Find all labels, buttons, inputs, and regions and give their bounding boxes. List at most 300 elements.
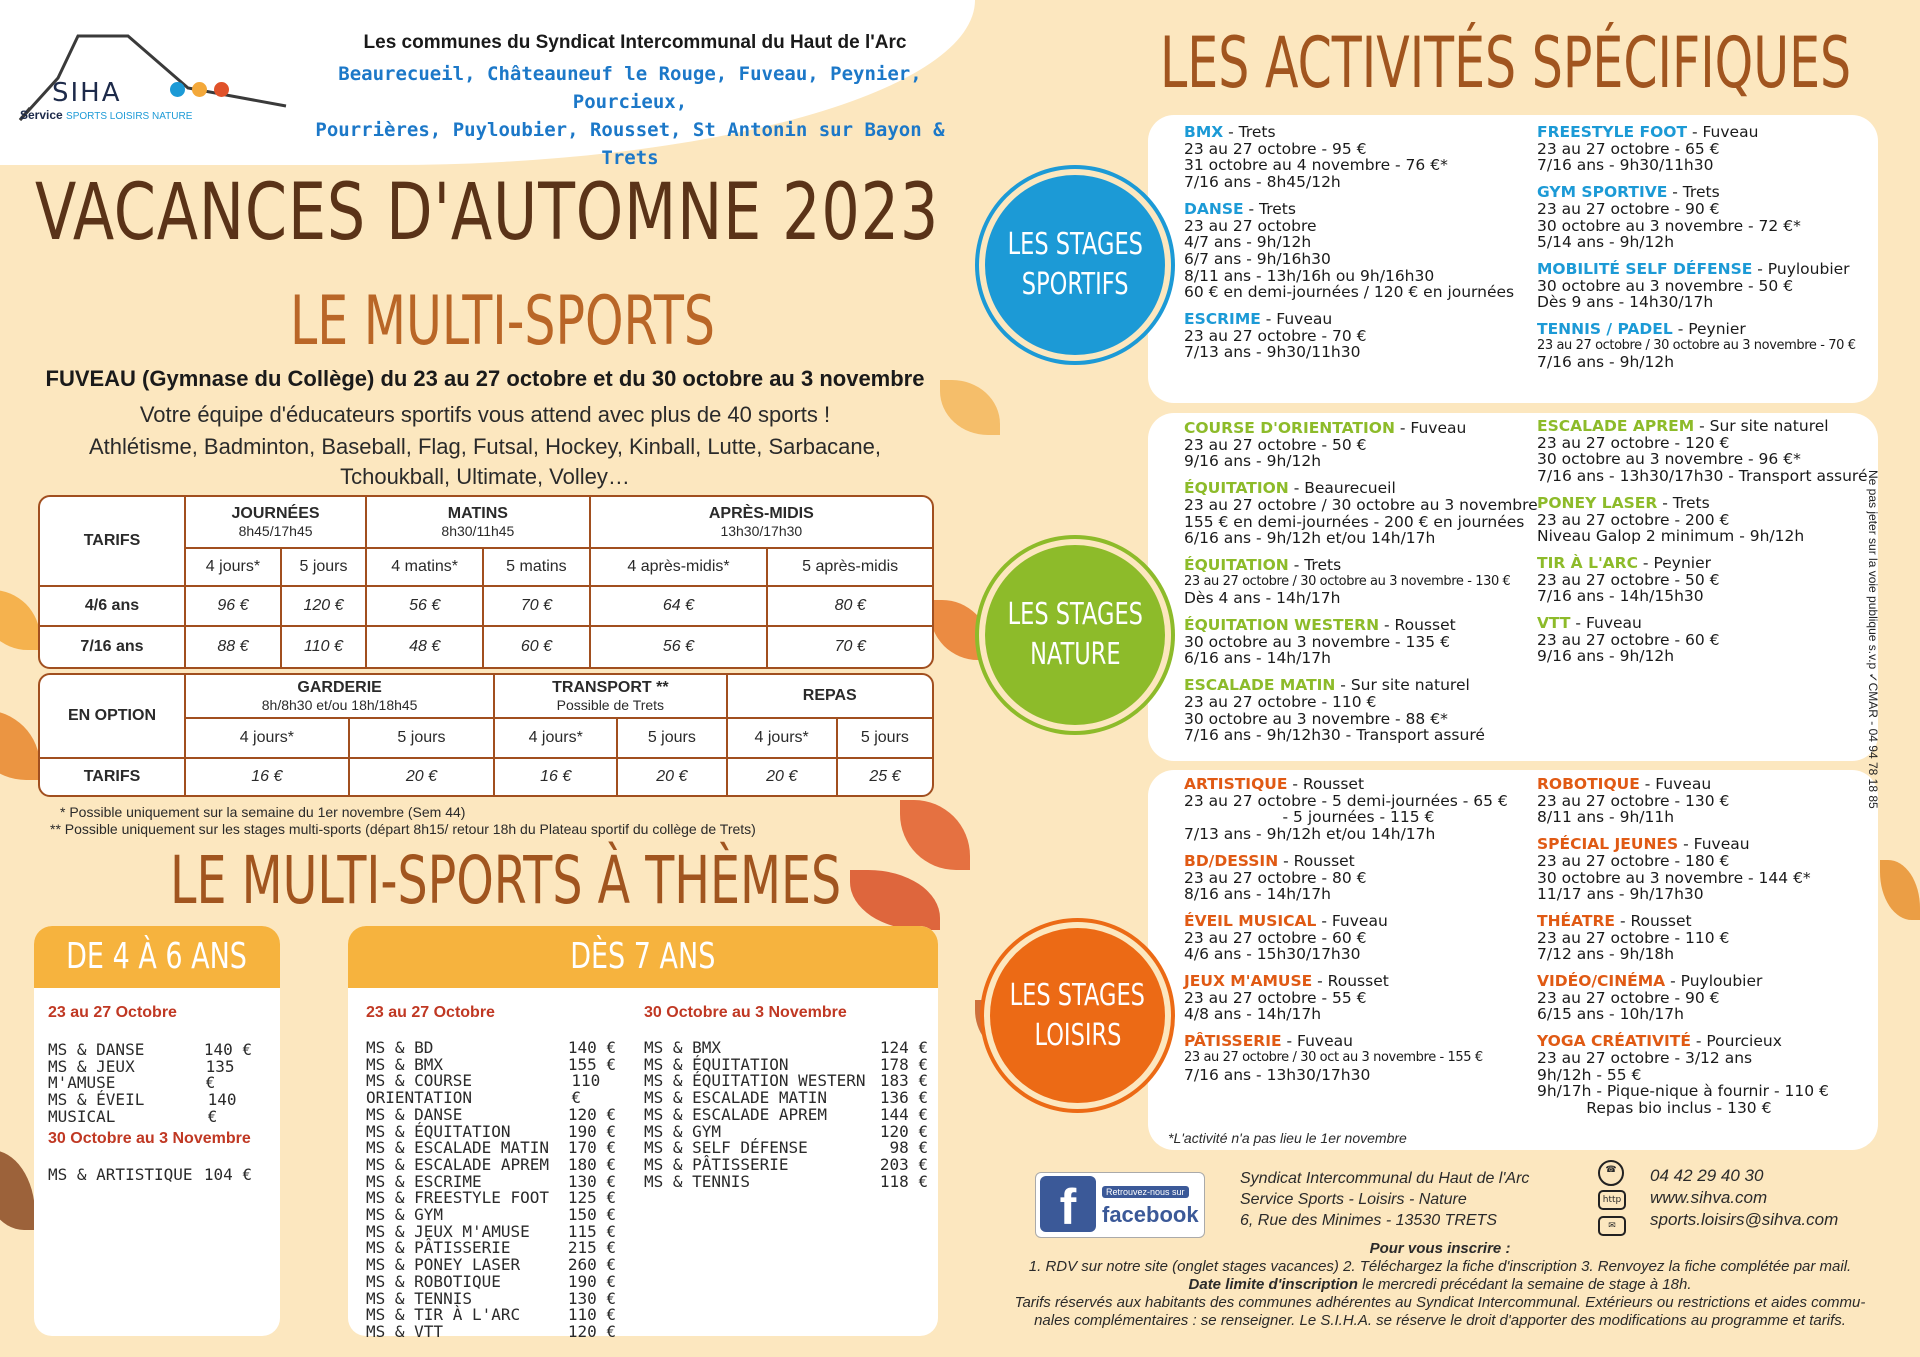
- item-name: MS & ESCALADE MATIN: [644, 1088, 828, 1108]
- item-price: 120 €: [879, 1121, 928, 1141]
- activity-detail: 23 au 27 octobre - 95 €: [1184, 139, 1367, 158]
- logo-dot-orange: [192, 82, 207, 97]
- item-name: MS & ÉQUITATION: [644, 1054, 789, 1074]
- activity-place: - Peynier: [1672, 320, 1746, 339]
- activity-detail: 23 au 27 octobre - 200 €: [1537, 510, 1730, 529]
- list-item: [644, 1104, 928, 1124]
- activity-heading: [1537, 184, 1856, 201]
- item-name: MS & PÂTISSERIE: [644, 1154, 789, 1174]
- item-name: MS & ESCALADE APREM: [366, 1154, 550, 1174]
- activity-heading: [1184, 776, 1508, 793]
- price-cell: 56 €: [367, 587, 484, 627]
- column-header: 4 après-midis*: [591, 549, 769, 587]
- activity-detail: 23 au 27 octobre - 120 €: [1537, 433, 1730, 452]
- logo-dot-blue: [170, 82, 185, 97]
- item-price: 124 €: [879, 1038, 928, 1057]
- item-price: 140 €: [567, 1038, 616, 1057]
- price-cell: 60 €: [484, 627, 590, 667]
- themes-older-head-text: DÈS 7 ANS: [570, 936, 716, 977]
- activity-detail: 23 au 27 octobre - 90 €: [1537, 988, 1720, 1007]
- communes-line: Pourrières, Puyloubier, Rousset, St Antonin sur Bayon & Trets: [315, 119, 945, 169]
- activity-name: COURSE D'ORIENTATION: [1184, 419, 1395, 437]
- activity-detail: 23 au 27 octobre - 65 €: [1537, 139, 1720, 158]
- activity-detail: 7/16 ans - 14h/15h30: [1537, 587, 1704, 606]
- logo-tagline: SPORTS LOISIRS NATURE: [66, 111, 193, 122]
- themes-title: LE MULTI-SPORTS À THÈMES: [170, 842, 842, 919]
- activity-detail: Dès 4 ans - 14h/17h: [1184, 589, 1341, 608]
- activity-detail: Repas bio inclus - 130 €: [1537, 1098, 1772, 1117]
- activity-detail: 7/16 ans - 13h30/17h30 - Transport assuré: [1537, 467, 1868, 486]
- activity-name: FREESTYLE FOOT: [1537, 123, 1688, 141]
- list-item: [48, 1056, 252, 1093]
- website-link[interactable]: www.sihva.com: [1650, 1188, 1768, 1207]
- logo-name: SIHA: [52, 78, 122, 108]
- activity-item: [1184, 557, 1538, 607]
- activity-name: ÉQUITATION: [1184, 479, 1289, 498]
- activity-heading: [1537, 261, 1856, 278]
- ms-list: [48, 1042, 252, 1126]
- table-group-header: [591, 497, 932, 549]
- themes-young-head: [34, 926, 280, 988]
- register-title: Pour vous inscrire :: [1369, 1240, 1511, 1257]
- item-price: 215 €: [567, 1238, 616, 1258]
- activity-place: - Rousset: [1379, 616, 1456, 635]
- item-price: 180 €: [567, 1154, 616, 1174]
- register-deadline: [970, 1276, 1910, 1294]
- badge-line: LES STAGES: [1007, 227, 1143, 262]
- activity-place: - Fuveau: [1570, 614, 1642, 633]
- activity-name: VIDÉO/CINÉMA: [1537, 972, 1666, 991]
- badge-line: NATURE: [1029, 637, 1121, 672]
- activity-heading: [1537, 124, 1856, 141]
- item-name: MS & PONEY LASER: [366, 1255, 521, 1275]
- item-price: 140 €: [203, 1040, 252, 1059]
- activity-heading: [1184, 913, 1508, 930]
- activity-detail: Dès 9 ans - 14h30/17h: [1537, 293, 1714, 312]
- activity-detail: 60 € en demi-journées / 120 € en journées: [1184, 283, 1515, 302]
- activity-place: - Pourcieux: [1690, 1032, 1782, 1051]
- column-header: 4 jours*: [495, 719, 618, 759]
- activity-item: [1184, 853, 1508, 903]
- activity-heading: [1537, 973, 1829, 990]
- activity-place: - Rousset: [1287, 775, 1365, 793]
- communes-title: Les communes du Syndicat Intercommunal du Haut de l'Arc: [363, 32, 907, 53]
- activity-item: [1184, 776, 1508, 843]
- item-name: MS & VTT: [366, 1321, 444, 1341]
- facebook-caption: Retrouvez-nous sur: [1102, 1186, 1189, 1198]
- activity-heading: [1184, 480, 1538, 497]
- leaf-decoration: [850, 870, 940, 930]
- item-price: 190 €: [567, 1271, 616, 1291]
- activity-heading: [1184, 420, 1538, 437]
- activity-name: MOBILITÉ SELF DÉFENSE: [1537, 259, 1753, 278]
- price-cell: 20 €: [618, 759, 727, 795]
- item-name: MS & BMX: [366, 1054, 444, 1074]
- themes-older-head: [348, 926, 938, 988]
- row-label: 4/6 ans: [40, 587, 186, 627]
- activity-detail: 7/16 ans - 9h/12h30 - Transport assuré: [1184, 726, 1485, 745]
- activity-detail: - 5 journées - 115 €: [1184, 808, 1435, 827]
- deadline-label: Date limite d'inscription: [1188, 1276, 1358, 1293]
- activity-item: [1537, 495, 1868, 545]
- activity-item: [1184, 973, 1508, 1023]
- mail-icon: ✉: [1598, 1216, 1626, 1236]
- activity-item: [1184, 311, 1514, 361]
- activity-heading: [1184, 677, 1538, 694]
- price-cell: 20 €: [728, 759, 838, 795]
- activity-detail: 23 au 27 octobre - 60 €: [1537, 630, 1720, 649]
- activity-detail: 23 au 27 octobre - 5 demi-journées - 65 €: [1184, 791, 1508, 810]
- activity-heading: [1537, 555, 1868, 572]
- footnote-star: **: [50, 821, 61, 837]
- price-cell: 70 €: [484, 587, 590, 627]
- item-name: MS & ROBOTIQUE: [366, 1271, 501, 1291]
- activity-item: [1537, 261, 1856, 311]
- activity-place: - Peynier: [1638, 553, 1711, 572]
- sports-line: Athlétisme, Badminton, Baseball, Flag, Futsal, Hockey, Kinball, Lutte, Sarbacane,: [89, 434, 881, 459]
- activity-item: [1184, 677, 1538, 744]
- item-price: 203 €: [879, 1154, 928, 1174]
- item-price: 183 €: [879, 1071, 928, 1091]
- table-group-header: [495, 675, 727, 719]
- item-name: MS & ÉQUITATION WESTERN: [644, 1071, 866, 1091]
- activity-heading: [1184, 853, 1508, 870]
- leaf-decoration: [930, 600, 990, 660]
- org-line: Syndicat Intercommunal du Haut de l'Arc: [1240, 1170, 1530, 1187]
- group-name: JOURNÉES: [231, 505, 320, 522]
- badge-stages-sportifs: [985, 175, 1165, 355]
- logo-service: [20, 108, 192, 122]
- activity-detail: 7/16 ans - 13h30/17h30: [1184, 1065, 1371, 1084]
- item-name: MS & ESCALADE APREM: [644, 1104, 828, 1124]
- activity-item: [1537, 555, 1868, 605]
- group-hours: 8h30/11h45: [441, 523, 515, 539]
- activity-item: [1184, 913, 1508, 963]
- activity-item: [1184, 420, 1538, 470]
- phone-number[interactable]: 04 42 29 40 30: [1650, 1166, 1764, 1185]
- column-header: 5 matins: [484, 549, 590, 587]
- activity-detail: 23 au 27 octobre - 80 €: [1184, 868, 1367, 887]
- activity-place: - Sur site naturel: [1694, 417, 1829, 435]
- activity-place: - Beaurecueil: [1288, 479, 1396, 498]
- activity-item: [1537, 973, 1829, 1023]
- item-price: 140 €: [207, 1090, 237, 1126]
- activity-detail: 4/8 ans - 14h/17h: [1184, 1005, 1322, 1024]
- activity-name: ARTISTIQUE: [1184, 775, 1288, 793]
- badge-line: LOISIRS: [1034, 1017, 1121, 1053]
- activity-place: - Rousset: [1278, 851, 1355, 870]
- item-price: 118 €: [879, 1171, 928, 1191]
- item-price: 104 €: [203, 1165, 252, 1184]
- sports-list: [55, 432, 915, 492]
- leaf-decoration: [0, 1150, 35, 1230]
- communes-line: Beaurecueil, Châteauneuf le Rouge, Fuveau, Peynier, Pourcieux,: [338, 63, 922, 113]
- activity-heading: [1184, 124, 1514, 141]
- activity-item: [1537, 1033, 1829, 1117]
- list-item: [644, 1171, 928, 1191]
- activity-detail: 30 octobre au 3 novembre - 135 €: [1184, 632, 1450, 651]
- activity-place: - Trets: [1243, 199, 1296, 218]
- activities-footnote: *L'activité n'a pas lieu le 1er novembre: [1168, 1130, 1407, 1146]
- activity-item: [1537, 776, 1829, 826]
- activity-item: [1537, 321, 1856, 371]
- activity-item: [1537, 836, 1829, 903]
- activity-heading: [1537, 321, 1856, 338]
- activity-place: - Rousset: [1615, 911, 1692, 930]
- logo-service-word: Service: [20, 108, 63, 122]
- ms-list: [644, 1040, 928, 1190]
- badge-line: SPORTIFS: [1021, 267, 1129, 302]
- registration-info: [970, 1240, 1910, 1330]
- intro-line: Votre équipe d'éducateurs sportifs vous attend avec plus de 40 sports !: [139, 402, 831, 427]
- price-cell: 120 €: [282, 587, 367, 627]
- activity-name: ÉQUITATION WESTERN: [1184, 616, 1380, 635]
- activity-detail: 155 € en demi-journées - 200 € en journées: [1184, 512, 1525, 531]
- group-hours: 8h/8h30 et/ou 18h/18h45: [261, 697, 418, 713]
- item-name: MS & ESCALADE MATIN: [366, 1138, 550, 1158]
- price-cell: 64 €: [591, 587, 769, 627]
- activity-detail: 11/17 ans - 9h/17h30: [1537, 885, 1704, 904]
- activity-detail: 30 octobre au 3 novembre - 144 €*: [1537, 868, 1811, 887]
- activity-place: - Trets: [1667, 183, 1720, 202]
- list-item: [366, 1104, 616, 1124]
- item-price: 260 €: [567, 1255, 616, 1275]
- activity-detail: 8/11 ans - 13h/16h ou 9h/16h30: [1184, 266, 1435, 285]
- activity-place: - Puyloubier: [1752, 259, 1850, 278]
- sports-line: Tchoukball, Ultimate, Volley…: [340, 464, 630, 489]
- price-cell: 16 €: [186, 759, 350, 795]
- item-price: 125 €: [567, 1188, 616, 1208]
- activity-place: - Fuveau: [1639, 775, 1712, 793]
- phone-icon: ☎: [1598, 1160, 1624, 1186]
- activity-detail: 4/7 ans - 9h/12h: [1184, 233, 1312, 252]
- activity-detail: 9/16 ans - 9h/12h: [1537, 647, 1675, 666]
- activity-place: - Rousset: [1312, 972, 1389, 991]
- table-group-header: [186, 675, 495, 719]
- leaf-decoration: [900, 800, 970, 870]
- activity-heading: [1537, 1033, 1829, 1050]
- item-price: 144 €: [879, 1104, 928, 1124]
- price-cell: 70 €: [834, 638, 866, 655]
- activity-heading: [1537, 836, 1829, 853]
- activity-place: - Fuveau: [1316, 911, 1388, 930]
- activity-detail: 23 au 27 octobre - 50 €: [1184, 435, 1367, 454]
- price-cell: 56 €: [591, 627, 769, 667]
- activity-item: [1184, 201, 1514, 301]
- item-name: MS & BMX: [644, 1038, 722, 1057]
- item-price: 150 €: [567, 1205, 616, 1225]
- footnote-text: Possible uniquement sur les stages multi-sports (départ 8h15/ retour 18h du Plateau sportif du collège de Trets): [64, 821, 756, 837]
- group-name: TRANSPORT **: [552, 679, 669, 696]
- activity-detail: 31 octobre au 4 novembre - 76 €*: [1184, 156, 1448, 175]
- price-cell: 88 €: [186, 627, 282, 667]
- activity-detail: 4/6 ans - 15h30/17h30: [1184, 945, 1361, 964]
- period-title: 23 au 27 Octobre: [48, 1004, 177, 1021]
- activity-detail: 9h/12h - 55 €: [1537, 1065, 1642, 1084]
- activity-heading: [1184, 201, 1514, 218]
- badge-line: LES STAGES: [1007, 597, 1143, 632]
- item-price: 155 €: [567, 1054, 616, 1074]
- activity-name: TIR À L'ARC: [1537, 553, 1638, 572]
- item-price: 115 €: [567, 1221, 616, 1241]
- item-name: MS & COURSE ORIENTATION: [366, 1071, 472, 1108]
- item-name: MS & ÉVEIL MUSICAL: [48, 1090, 145, 1126]
- activity-column: [1537, 418, 1868, 665]
- activity-heading: [1184, 1033, 1508, 1050]
- item-name: MS & JEUX M'AMUSE: [366, 1221, 530, 1241]
- column-header: 5 jours: [618, 719, 727, 759]
- item-name: MS & FREESTYLE FOOT: [366, 1188, 550, 1208]
- item-name: MS & TENNIS: [366, 1288, 472, 1308]
- email-link[interactable]: sports.loisirs@sihva.com: [1650, 1210, 1839, 1229]
- activity-item: [1537, 418, 1868, 485]
- activity-detail: 23 au 27 octobre - 90 €: [1537, 199, 1720, 218]
- badge-stages-loisirs: [990, 928, 1165, 1103]
- item-name: MS & DANSE: [48, 1040, 145, 1059]
- activity-detail: 23 au 27 octobre: [1184, 216, 1317, 235]
- activity-item: [1537, 184, 1856, 251]
- item-price: 120 €: [567, 1321, 616, 1341]
- activities-title: LES ACTIVITÉS SPÉCIFIQUES: [1160, 22, 1852, 104]
- item-name: MS & GYM: [366, 1205, 444, 1225]
- period-title: 30 Octobre au 3 Novembre: [48, 1130, 251, 1147]
- activity-detail: 6/7 ans - 9h/16h30: [1184, 249, 1331, 268]
- activity-detail: 7/16 ans - 9h/12h: [1537, 353, 1675, 372]
- activity-heading: [1537, 615, 1868, 632]
- main-title: VACANCES D'AUTOMNE 2023: [35, 168, 940, 258]
- activity-name: BD/DESSIN: [1184, 851, 1279, 870]
- activity-heading: [1184, 311, 1514, 328]
- ms-list: [48, 1167, 252, 1184]
- activity-column: [1537, 124, 1856, 371]
- list-item: [48, 1167, 252, 1184]
- item-name: MS & JEUX M'AMUSE: [48, 1056, 135, 1093]
- facebook-word: facebook: [1102, 1202, 1199, 1227]
- activity-place: - Sur site naturel: [1335, 676, 1470, 695]
- activity-detail: 7/13 ans - 9h30/11h30: [1184, 343, 1361, 362]
- column-header: 4 jours*: [186, 549, 282, 587]
- item-name: MS & BD: [366, 1038, 434, 1057]
- web-icon: http: [1598, 1190, 1626, 1210]
- item-price: 120 €: [567, 1104, 616, 1124]
- activity-name: ÉQUITATION: [1184, 555, 1289, 574]
- activity-detail: 9h/17h - Pique-nique à fournir - 110 €: [1537, 1082, 1829, 1101]
- item-name: MS & SELF DÉFENSE: [644, 1138, 808, 1158]
- activity-heading: [1537, 776, 1829, 793]
- item-name: MS & ARTISTIQUE: [48, 1165, 193, 1184]
- footnote-text: Possible uniquement sur la semaine du 1er novembre (Sem 44): [69, 804, 466, 820]
- group-hours: 13h30/17h30: [720, 523, 803, 539]
- price-cell: 20 €: [350, 759, 496, 795]
- activity-name: VTT: [1537, 614, 1571, 633]
- price-cell: 80 €: [768, 587, 932, 627]
- item-name: MS & ÉQUITATION: [366, 1121, 511, 1141]
- column-header: 4 matins*: [367, 549, 484, 587]
- logo-dot-red: [214, 82, 229, 97]
- activity-detail: 6/16 ans - 9h/12h et/ou 14h/17h: [1184, 529, 1436, 548]
- footnote-star: *: [60, 804, 66, 820]
- activity-detail: 23 au 27 octobre / 30 octobre au 3 novembre - 130 €: [1184, 573, 1511, 589]
- activity-name: SPÉCIAL JEUNES: [1537, 835, 1679, 854]
- activity-place: - Fuveau: [1281, 1032, 1353, 1051]
- badge-line: LES STAGES: [1009, 977, 1146, 1013]
- column-header: 5 après-midis: [768, 549, 932, 587]
- list-item: [48, 1092, 252, 1125]
- register-steps: 1. RDV sur notre site (onglet stages vacances) 2. Téléchargez la fiche d'inscription 3. Renvoyez la fiche complétée par mail.: [1028, 1258, 1852, 1275]
- activity-heading: [1537, 418, 1868, 435]
- activity-place: - Fuveau: [1687, 123, 1759, 141]
- facebook-icon[interactable]: f: [1040, 1176, 1096, 1232]
- group-name: GARDERIE: [297, 679, 382, 696]
- activity-name: PÂTISSERIE: [1184, 1032, 1282, 1051]
- option-table: [38, 673, 934, 797]
- activity-detail: 8/16 ans - 14h/17h: [1184, 885, 1331, 904]
- org-line: 6, Rue des Minimes - 13530 TRETS: [1240, 1212, 1497, 1229]
- item-name: MS & DANSE: [366, 1104, 463, 1124]
- leaf-decoration: [940, 380, 1000, 435]
- activity-name: TENNIS / PADEL: [1537, 320, 1673, 339]
- deadline-text: le mercredi précédant la semaine de stage à 18h.: [1357, 1276, 1692, 1293]
- column-header: 4 jours*: [728, 719, 838, 759]
- item-price: 130 €: [567, 1171, 616, 1191]
- price-cell: 110 €: [282, 627, 367, 667]
- badge-stages-nature: [985, 545, 1165, 725]
- group-name: REPAS: [802, 687, 857, 704]
- item-price: 135 €: [205, 1056, 235, 1093]
- column-header: 5 jours: [838, 719, 932, 759]
- leaf-decoration: [0, 710, 40, 780]
- activity-item: [1184, 480, 1538, 547]
- activity-column: [1184, 124, 1514, 361]
- activity-place: - Fuveau: [1260, 310, 1333, 329]
- table-corner: TARIFS: [40, 497, 186, 587]
- activity-detail: 8/11 ans - 9h/11h: [1537, 808, 1675, 827]
- item-price: 98 €: [889, 1138, 928, 1158]
- item-price: 110 €: [571, 1071, 601, 1108]
- ms-list: [366, 1040, 616, 1341]
- price-cell: 16 €: [495, 759, 618, 795]
- activity-detail: 7/16 ans - 9h30/11h30: [1537, 156, 1714, 175]
- organisation-address: [1240, 1168, 1529, 1231]
- period-title: 23 au 27 Octobre: [366, 1004, 495, 1021]
- item-price: 178 €: [879, 1054, 928, 1074]
- activity-detail: 23 au 27 octobre - 50 €: [1537, 570, 1720, 589]
- table-corner: EN OPTION: [40, 675, 186, 759]
- column-header: 5 jours: [350, 719, 496, 759]
- activity-detail: 23 au 27 octobre - 110 €: [1184, 692, 1377, 711]
- table-group-header: [367, 497, 591, 549]
- leaf-decoration: [0, 590, 40, 650]
- activity-detail: 23 au 27 octobre - 60 €: [1184, 928, 1367, 947]
- sub-title: LE MULTI-SPORTS: [290, 282, 715, 361]
- price-cell: 48 €: [367, 627, 484, 667]
- column-header: 5 jours: [282, 549, 367, 587]
- activity-detail: 30 octobre au 3 novembre - 88 €*: [1184, 709, 1448, 728]
- activity-name: JEUX M'AMUSE: [1184, 972, 1313, 991]
- activity-detail: 23 au 27 octobre / 30 octobre au 3 novembre - 70 €: [1537, 337, 1856, 353]
- footnote-1: [60, 804, 465, 820]
- activity-detail: 23 au 27 octobre - 3/12 ans: [1537, 1048, 1753, 1067]
- activity-heading: [1184, 557, 1538, 574]
- period-title: 30 Octobre au 3 Novembre: [644, 1004, 847, 1021]
- list-item: [366, 1321, 616, 1341]
- row-label: 7/16 ans: [40, 627, 186, 667]
- table-group-header: [728, 675, 933, 719]
- activity-heading: [1537, 913, 1829, 930]
- activity-detail: 23 au 27 octobre - 55 €: [1184, 988, 1367, 1007]
- group-name: MATINS: [447, 505, 508, 522]
- item-name: MS & GYM: [644, 1121, 722, 1141]
